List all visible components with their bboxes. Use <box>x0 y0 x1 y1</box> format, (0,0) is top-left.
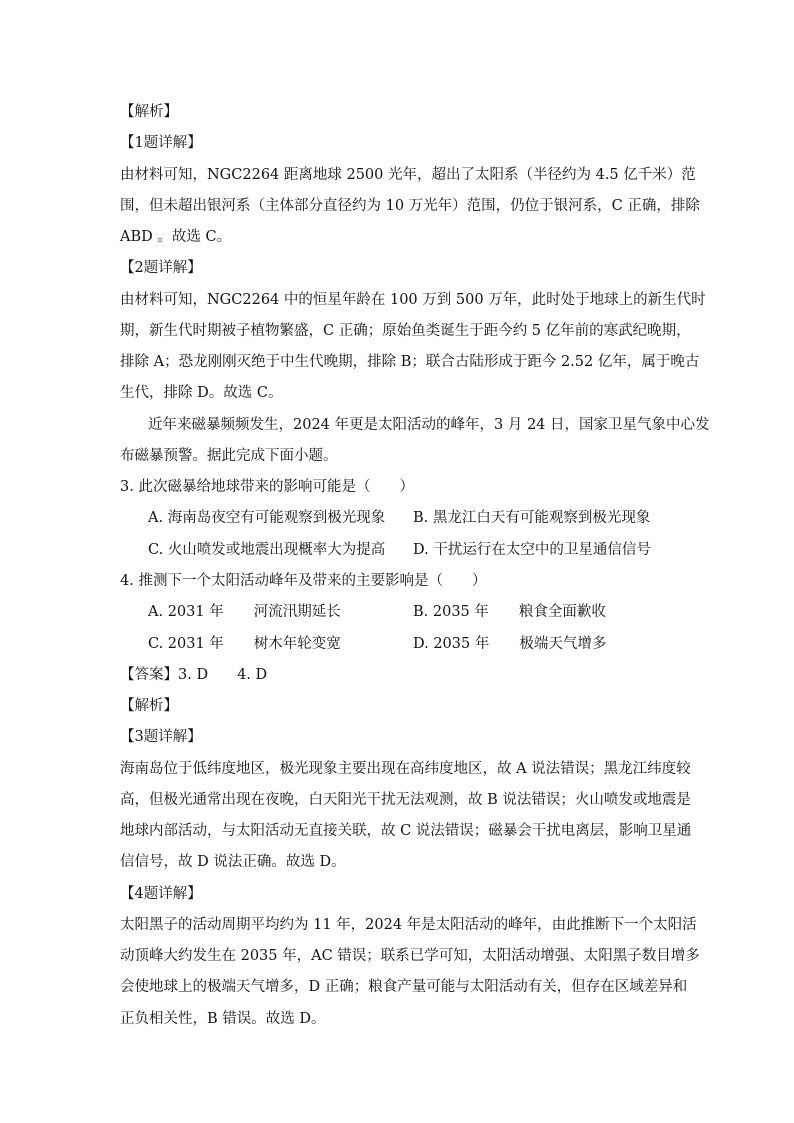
q4-option-a-text: 河流汛期延长 <box>253 604 341 620</box>
paragraph-line: 信信号，故 D 说法正确。故选 D。 <box>120 854 346 870</box>
q3-option-a: A. 海南岛夜空有可能观察到极光现象 <box>148 510 386 526</box>
q4-option-d-label: D. 2035 年 <box>413 636 490 652</box>
paragraph-line: 由材料可知，NGC2264 距离地球 2500 光年，超出了太阳系（半径约为 4.5 亿千米）范 <box>120 167 696 183</box>
q4-option-a-label: A. 2031 年 <box>148 604 224 620</box>
paragraph-line: 海南岛位于低纬度地区，极光现象主要出现在高纬度地区，故 A 说法错误；黑龙江纬度较 <box>120 761 691 777</box>
paragraph-line: 地球内部活动，与太阳活动无直接关联，故 C 说法错误；磁暴会干扰电离层，影响卫星通 <box>120 823 692 839</box>
section-heading-analysis: 【解析】 <box>120 698 178 714</box>
paragraph-line: 正负相关性，B 错误。故选 D。 <box>120 1011 326 1027</box>
paragraph-line: 排除 A；恐龙刚刚灭绝于中生代晚期，排除 B；联合古陆形成于距今 2.52 亿年，属于晚古 <box>120 354 700 370</box>
paragraph-line: 动顶峰大约发生在 2035 年，AC 错误；联系已学可知，太阳活动增强、太阳黑子数目增多 <box>120 948 700 964</box>
section-heading-q3: 【3题详解】 <box>120 729 202 745</box>
q3-option-d: D. 干扰运行在太空中的卫星通信信号 <box>413 542 651 558</box>
paragraph-line: 会使地球上的极端天气增多，D 正确；粮食产量可能与太阳活动有关，但存在区域差异和 <box>120 979 688 995</box>
q4-option-b <box>413 601 606 623</box>
paragraph-line: 高，但极光通常出现在夜晚，白天阳光干扰无法观测，故 B 说法错误；火山喷发或地震是 <box>120 792 691 808</box>
section-heading-q2: 【2题详解】 <box>120 260 202 276</box>
q3-option-b: B. 黑龙江白天有可能观察到极光现象 <box>413 510 651 526</box>
paragraph-line: 围，但未超出银河系（主体部分直径约为 10 万光年）范围，仍位于银河系，C 正确，排除 <box>120 198 700 214</box>
section-heading-analysis: 【解析】 <box>120 104 178 120</box>
paragraph-line: 生代，排除 D。故选 C。 <box>120 385 283 401</box>
paragraph-line: 布磁暴预警。据此完成下面小题。 <box>120 448 338 464</box>
q4-option-a <box>148 601 341 623</box>
material-paragraph: 近年来磁暴频频发生，2024 年更是太阳活动的峰年，3 月 24 日，国家卫星气象中心发 <box>148 417 710 433</box>
question-4-stem: 4. 推测下一个太阳活动峰年及带来的主要影响是（ ） <box>120 573 487 589</box>
question-3-stem: 3. 此次磁暴给地球带来的影响可能是（ ） <box>120 479 414 495</box>
section-heading-q1: 【1题详解】 <box>120 135 202 151</box>
paragraph-line: 期，新生代时期被子植物繁盛，C 正确；原始鱼类诞生于距今约 5 亿年前的寒武纪晚期， <box>120 323 691 339</box>
q4-option-b-label: B. 2035 年 <box>413 604 489 620</box>
q4-option-c <box>148 633 341 655</box>
answer-line: 【答案】3. D 4. D <box>120 667 268 683</box>
q3-option-c: C. 火山喷发或地震出现概率大为提高 <box>148 542 386 558</box>
paragraph-line: ABD 。故选 C。 <box>120 229 232 245</box>
paragraph-line: 太阳黑子的活动周期平均约为 11 年，2024 年是太阳活动的峰年，由此推断下一个太阳活 <box>120 917 697 933</box>
q4-option-c-text: 树木年轮变宽 <box>253 636 341 652</box>
q4-option-d-text: 极端天气增多 <box>519 636 607 652</box>
section-heading-q4: 【4题详解】 <box>120 886 202 902</box>
q4-option-c-label: C. 2031 年 <box>148 636 224 652</box>
q4-option-d <box>413 633 606 655</box>
q4-option-b-text: 粮食全面歉收 <box>518 604 606 620</box>
paragraph-line: 由材料可知，NGC2264 中的恒星年龄在 100 万到 500 万年，此时处于地球上的新生代时 <box>120 292 706 308</box>
